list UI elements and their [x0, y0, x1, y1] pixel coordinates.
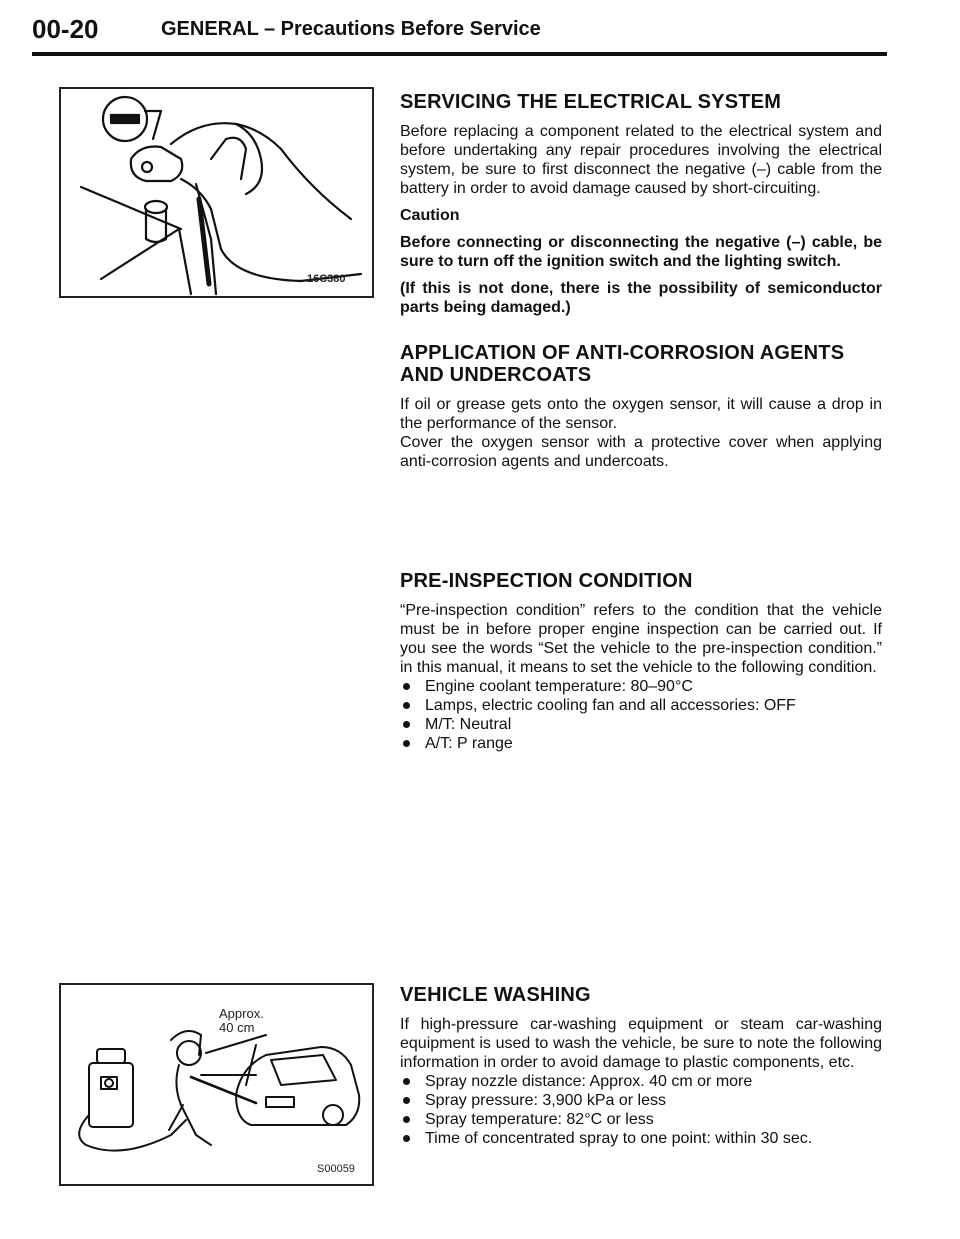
section-washing: [400, 984, 882, 1148]
list-item: A/T: P range: [400, 734, 882, 753]
page-header: [32, 12, 887, 56]
section-title: APPLICATION OF ANTI-CORROSION AGENTS AND UNDERCOATS: [400, 342, 845, 386]
battery-terminal-figure: [59, 87, 374, 298]
section-title: PRE-INSPECTION CONDITION: [400, 570, 693, 592]
section-title: VEHICLE WASHING: [400, 984, 591, 1006]
caution-text-note: (If this is not done, there is the possibility of semiconductor parts being damaged.): [400, 280, 882, 316]
figure-code: 16C380: [307, 273, 346, 285]
figure-code: S00059: [317, 1163, 355, 1175]
page-number: 00-20: [32, 14, 99, 44]
section-title: SERVICING THE ELECTRICAL SYSTEM: [400, 91, 782, 113]
section-preinspection: [400, 570, 882, 753]
caution-text: Before connecting or disconnecting the negative (–) cable, be sure to turn off the ignition switch and the lighting switch.: [400, 234, 882, 270]
list-item: Engine coolant temperature: 80–90°C: [400, 677, 882, 696]
caution-title: Caution: [400, 207, 460, 224]
section-anticorrosion: [400, 342, 882, 479]
section-electrical: [400, 91, 882, 325]
list-item: Spray pressure: 3,900 kPa or less: [400, 1091, 882, 1110]
washing-list: [400, 1072, 882, 1148]
list-item: Lamps, electric cooling fan and all accessories: OFF: [400, 696, 882, 715]
section-body: If oil or grease gets onto the oxygen sensor, it will cause a drop in the performance of the sensor.: [400, 396, 882, 432]
battery-terminal-illustration: [61, 89, 372, 296]
list-item: Spray temperature: 82°C or less: [400, 1110, 882, 1129]
list-item: M/T: Neutral: [400, 715, 882, 734]
list-item: Time of concentrated spray to one point: within 30 sec.: [400, 1129, 882, 1148]
vehicle-washing-illustration: [61, 985, 372, 1184]
condition-list: [400, 677, 882, 753]
chapter-title: GENERAL – Precautions Before Service: [161, 18, 541, 40]
section-body-2: Cover the oxygen sensor with a protective cover when applying anti-corrosion agents and undercoats.: [400, 434, 882, 470]
vehicle-washing-figure: [59, 983, 374, 1186]
list-item: Spray nozzle distance: Approx. 40 cm or more: [400, 1072, 882, 1091]
section-body: If high-pressure car-washing equipment or steam car-washing equipment is used to wash the vehicle, be sure to note the following information in order to avoid damage to plastic components, etc.: [400, 1016, 882, 1071]
distance-label: Approx. 40 cm: [219, 1006, 264, 1035]
section-body: “Pre-inspection condition” refers to the condition that the vehicle must be in before proper engine inspection can be carried out. If you see the words “Set the vehicle to the pre-inspection condition.” in this manual, it means to set the vehicle to the following condition.: [400, 602, 882, 676]
section-body: Before replacing a component related to the electrical system and before undertaking any repair procedures involving the electrical system, be sure to first disconnect the negative (–) cable from the battery in order to avoid damage caused by short-circuiting.: [400, 123, 882, 197]
